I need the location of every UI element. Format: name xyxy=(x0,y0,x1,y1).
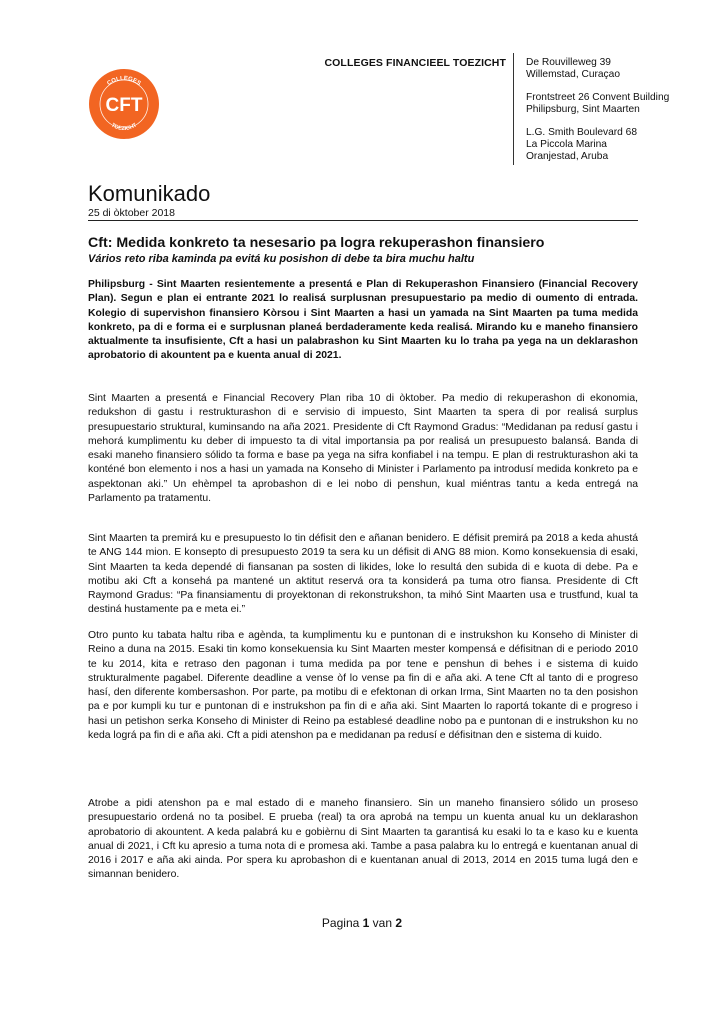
body-paragraph: Otro punto ku tabata haltu riba e agènda, ta kumplimentu ku e puntonan di e instrukshon ku Konseho di Minister di Reino a duna na 2015. Esaki tin komo konsekuensia ku Sint Maarten mester kompensá e défisitnan di e periodo 2010 te ku 2014, kita e retraso den pagonan i tuma medida pa por tene e penshun di behes i e sistema di kuido strukturalmente pagabel. Diferente deadline a vense òf lo vense pa fin di e aña aki. A tene Cft al tanto di e progreso hasí, den diferente kombersashon. Por parte, pa motibu di e efektonan di orkan Irma, Sint Maarten no ta den posishon pa e por kumpli ku tur e puntonan di e instrukshon pa fin di e aña aki. Sint Maarten lo raportá tokante di e progreso i hasi un petishon serka Konseho di Minister di Reino pa establesé deadline nobo pa e puntonan di e instrukshon ku no keda lográ pa fin di e aña aki. Cft a pidi atenshon pa e medidanan pa redusí e défisitnan den e sistema di kuido. xyxy=(88,630,638,742)
address-aruba xyxy=(526,127,716,162)
body-paragraph: Sint Maarten a presentá e Financial Recovery Plan riba 10 di òktober. Pa medio di rekuperashon di ekonomia, redukshon di gastu i restrukturashon di e servisio di impuesto, Sint Maarten ta spera di por realisá surplus presupuestario struktural, kuminsando na aña 2021. Presidente di Cft Raymond Gradus: “Medidanan pa redusí gastu i mehorá kumplimentu ku deber di impuesto ta di vital importansia pa por realisá un presupuesto balansá. Banda di esaki maneho finansiero sólido ta forma e base pa yega na sifra konfiabel i na tempu. E plan di restrukturashon aki ta konténé bon elemento i nos a hasi un yamada na Konseho di Minister i Parlamento pa introdusí medida konkreto pa e aspektonan aki.” Un ehèmpel ta aprobashon di e lei nobo di penshun, kual miéntras tantu a keda entregá na Parlamento pa tratamentu. xyxy=(88,393,638,505)
org-name: COLLEGES FINANCIEEL TOEZICHT xyxy=(324,57,506,69)
body-paragraph: Sint Maarten ta premirá ku e presupuesto lo tin défisit den e añanan benidero. E défisit premirá pa 2018 a keda ahustá te ANG 144 mion. E konsepto di presupuesto 2019 ta sera ku un défisit di ANG 88 mion. Komo konsekuensia di esaki, Sint Maarten ta keda dependé di fiansanan pa sosten di likides, loke lo resultá den subida di e kuota di debe. Pa e motibu aki Cft a konsehá pa mantené un aktitut reservá ora ta konsiderá pa tuma otro fiansa. Presidente di Cft Raymond Gradus: “Pa finansiamentu di proyektonan di rekonstrukshon, ta mihó Sint Maarten usa e trustfund, kual ta destiná hustamente pa e meta ei.” xyxy=(88,533,638,616)
address-line: Philipsburg, Sint Maarten xyxy=(526,103,640,115)
logo-ring-text-top: COLLEGES xyxy=(106,75,142,88)
logo-ring-text-bottom: TOEZICHT xyxy=(110,122,138,133)
address-line: Frontstreet 26 Convent Building xyxy=(526,92,670,104)
title-rule xyxy=(88,220,638,221)
address-line: Oranjestad, Aruba xyxy=(526,150,609,162)
logo-text: CFT xyxy=(105,95,143,116)
headline: Cft: Medida konkreto ta nesesario pa logra rekuperashon finansiero xyxy=(88,235,545,251)
address-curacao xyxy=(526,57,716,80)
page-number: 1 xyxy=(362,916,370,930)
address-line: La Piccola Marina xyxy=(526,138,607,150)
page-total: 2 xyxy=(395,916,403,930)
address-line: L.G. Smith Boulevard 68 xyxy=(526,127,637,139)
address-list xyxy=(526,57,716,174)
lead-paragraph: Philipsburg - Sint Maarten resientemente a presentá e Plan di Rekuperashon Finansiero (Financial Recovery Plan). Segun e plan ei entrante 2021 lo realisá surplusnan presupuestario pa medio di oumento di entrada. Kolegio di supervishon finansiero Kòrsou i Sint Maarten a hasi un yamada na Sint Maarten pa tuma medida konkreto, pa di e forma ei e surplusnan planeá berdaderamente keda realisá. Mirando ku e maneho finansiero aktualmente ta insufisiente, Cft a hasi un palabrashon ku Sint Maarten ku lo traha pa yega na un deklarashon aprobatorio di akountent pa e kuenta anual di 2021. xyxy=(88,279,638,362)
address-line: De Rouvilleweg 39 xyxy=(526,57,611,68)
document-date: 25 di òktober 2018 xyxy=(88,207,175,219)
subheadline: Vários reto riba kaminda pa evitá ku posishon di debe ta bira muchu haltu xyxy=(88,253,475,265)
header-divider xyxy=(513,53,514,165)
document-title: Komunikado xyxy=(88,181,211,206)
page-word: Pagina xyxy=(321,916,360,930)
of-word: van xyxy=(372,916,393,930)
address-line: Willemstad, Curaçao xyxy=(526,68,620,80)
body-paragraph: Atrobe a pidi atenshon pa e mal estado di e maneho finansiero. Sin un maneho finansiero sólido un proseso presupuestario ordená no ta posibel. E prueba (real) ta ora aprobá na tempu un kuenta anual ku un deklarashon aprobatorio di akountent. A keda palabrá ku e gobièrnu di Sint Maarten ta garantisá ku esaki lo ta e kaso ku e kuenta anual di 2021, i Cft ku apresio a tuma nota di e promesa aki. Tambe a pasa palabra ku lo entregá e kuentanan anual di 2016 i 2017 e aña aki ainda. Por spera ku aprobashon di e kuentanan anual di 2013, 2014 en 2015 tuma lugá den e simannan benidero. xyxy=(88,798,638,881)
cft-logo xyxy=(88,68,160,140)
address-sint-maarten xyxy=(526,92,716,115)
page-footer xyxy=(0,916,724,930)
